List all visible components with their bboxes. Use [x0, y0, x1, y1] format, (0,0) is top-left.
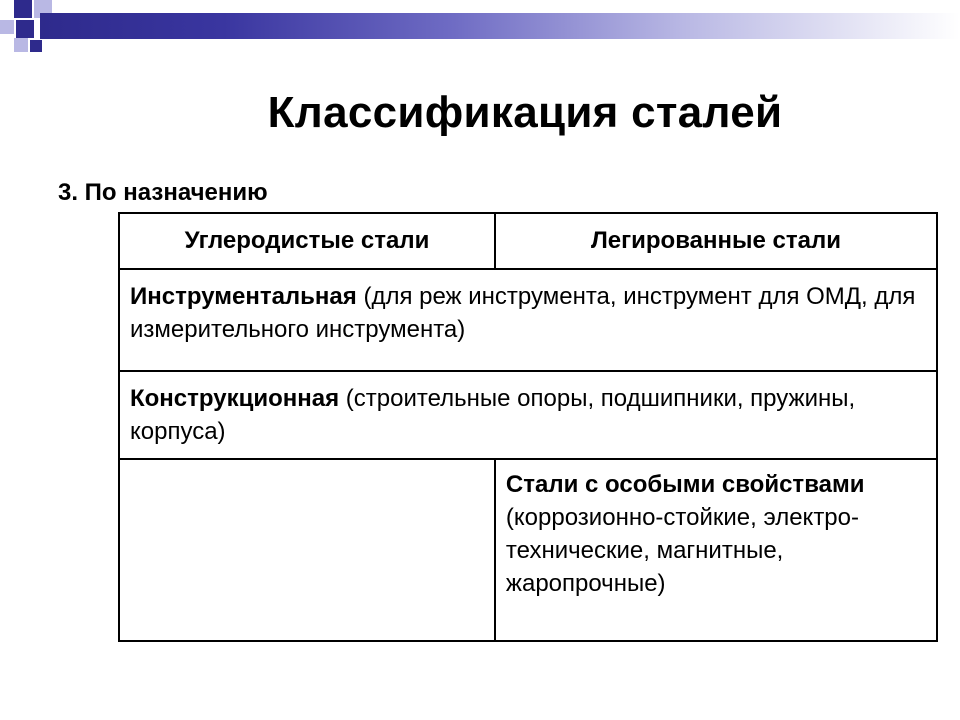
classification-table	[118, 212, 938, 642]
header-gradient-bar	[40, 13, 960, 39]
special-steel-description: (коррозионно-стойкие, электро-технические, магнитные, жаропрочные)	[505, 504, 859, 597]
table-row	[119, 269, 937, 371]
structural-steel-cell	[119, 371, 937, 459]
section-subtitle: 3. По назначению	[58, 179, 268, 206]
tool-steel-label: Инструментальная	[130, 283, 357, 310]
tool-steel-cell	[119, 269, 937, 371]
structural-steel-description: (строительные опоры, подшипники, пружины, корпуса)	[130, 385, 856, 445]
empty-cell	[119, 459, 495, 641]
page-title: Классификация сталей	[267, 88, 783, 137]
structural-steel-label: Конструкционная	[130, 385, 340, 412]
table-header-row	[119, 213, 937, 269]
special-steel-label: Стали с особыми свойствами	[505, 471, 865, 498]
header-alloy-steels: Легированные стали	[495, 213, 937, 269]
header-carbon-steels: Углеродистые стали	[119, 213, 495, 269]
table-row	[119, 459, 937, 641]
special-steel-cell	[495, 459, 937, 641]
tool-steel-description: (для реж инструмента, инструмент для ОМД, для измерительного инструмента)	[130, 283, 916, 343]
table-row	[119, 371, 937, 459]
